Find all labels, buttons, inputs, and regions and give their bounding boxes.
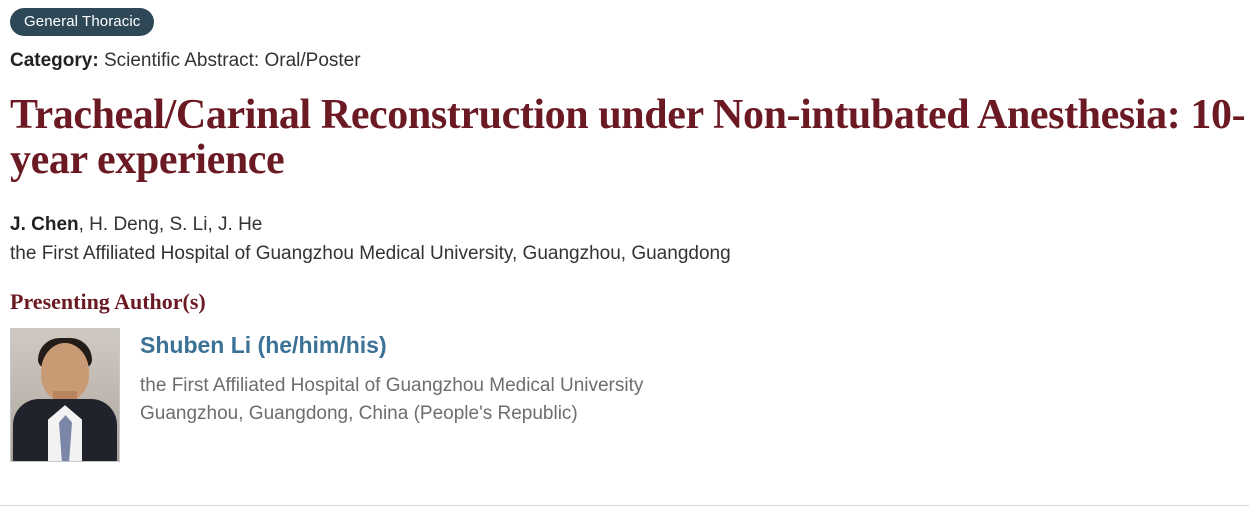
other-authors: , H. Deng, S. Li, J. He <box>78 213 263 235</box>
status-badge: General Thoracic <box>10 8 154 36</box>
presenter-institution: the First Affiliated Hospital of Guangzhou Medical University <box>140 374 644 396</box>
first-author: J. Chen <box>10 213 79 235</box>
category-line <box>10 50 1249 73</box>
presenter-block <box>10 328 1249 462</box>
author-list <box>10 211 1249 239</box>
author-affiliation: the First Affiliated Hospital of Guangzhou Medical University, Guangzhou, Guangdong <box>10 243 731 265</box>
page-title: Tracheal/Carinal Reconstruction under Non-intubated Anesthesia: 10-year experience <box>10 91 1246 183</box>
avatar <box>10 328 120 462</box>
category-label: Category: <box>10 50 99 71</box>
presenter-location: Guangzhou, Guangdong, China (People's Republic) <box>140 403 578 425</box>
presenter-name-link[interactable]: Shuben Li (he/him/his) <box>140 332 387 359</box>
category-value: Scientific Abstract: Oral/Poster <box>103 50 361 71</box>
presenter-info <box>140 328 643 429</box>
presenting-authors-heading: Presenting Author(s) <box>10 288 206 314</box>
